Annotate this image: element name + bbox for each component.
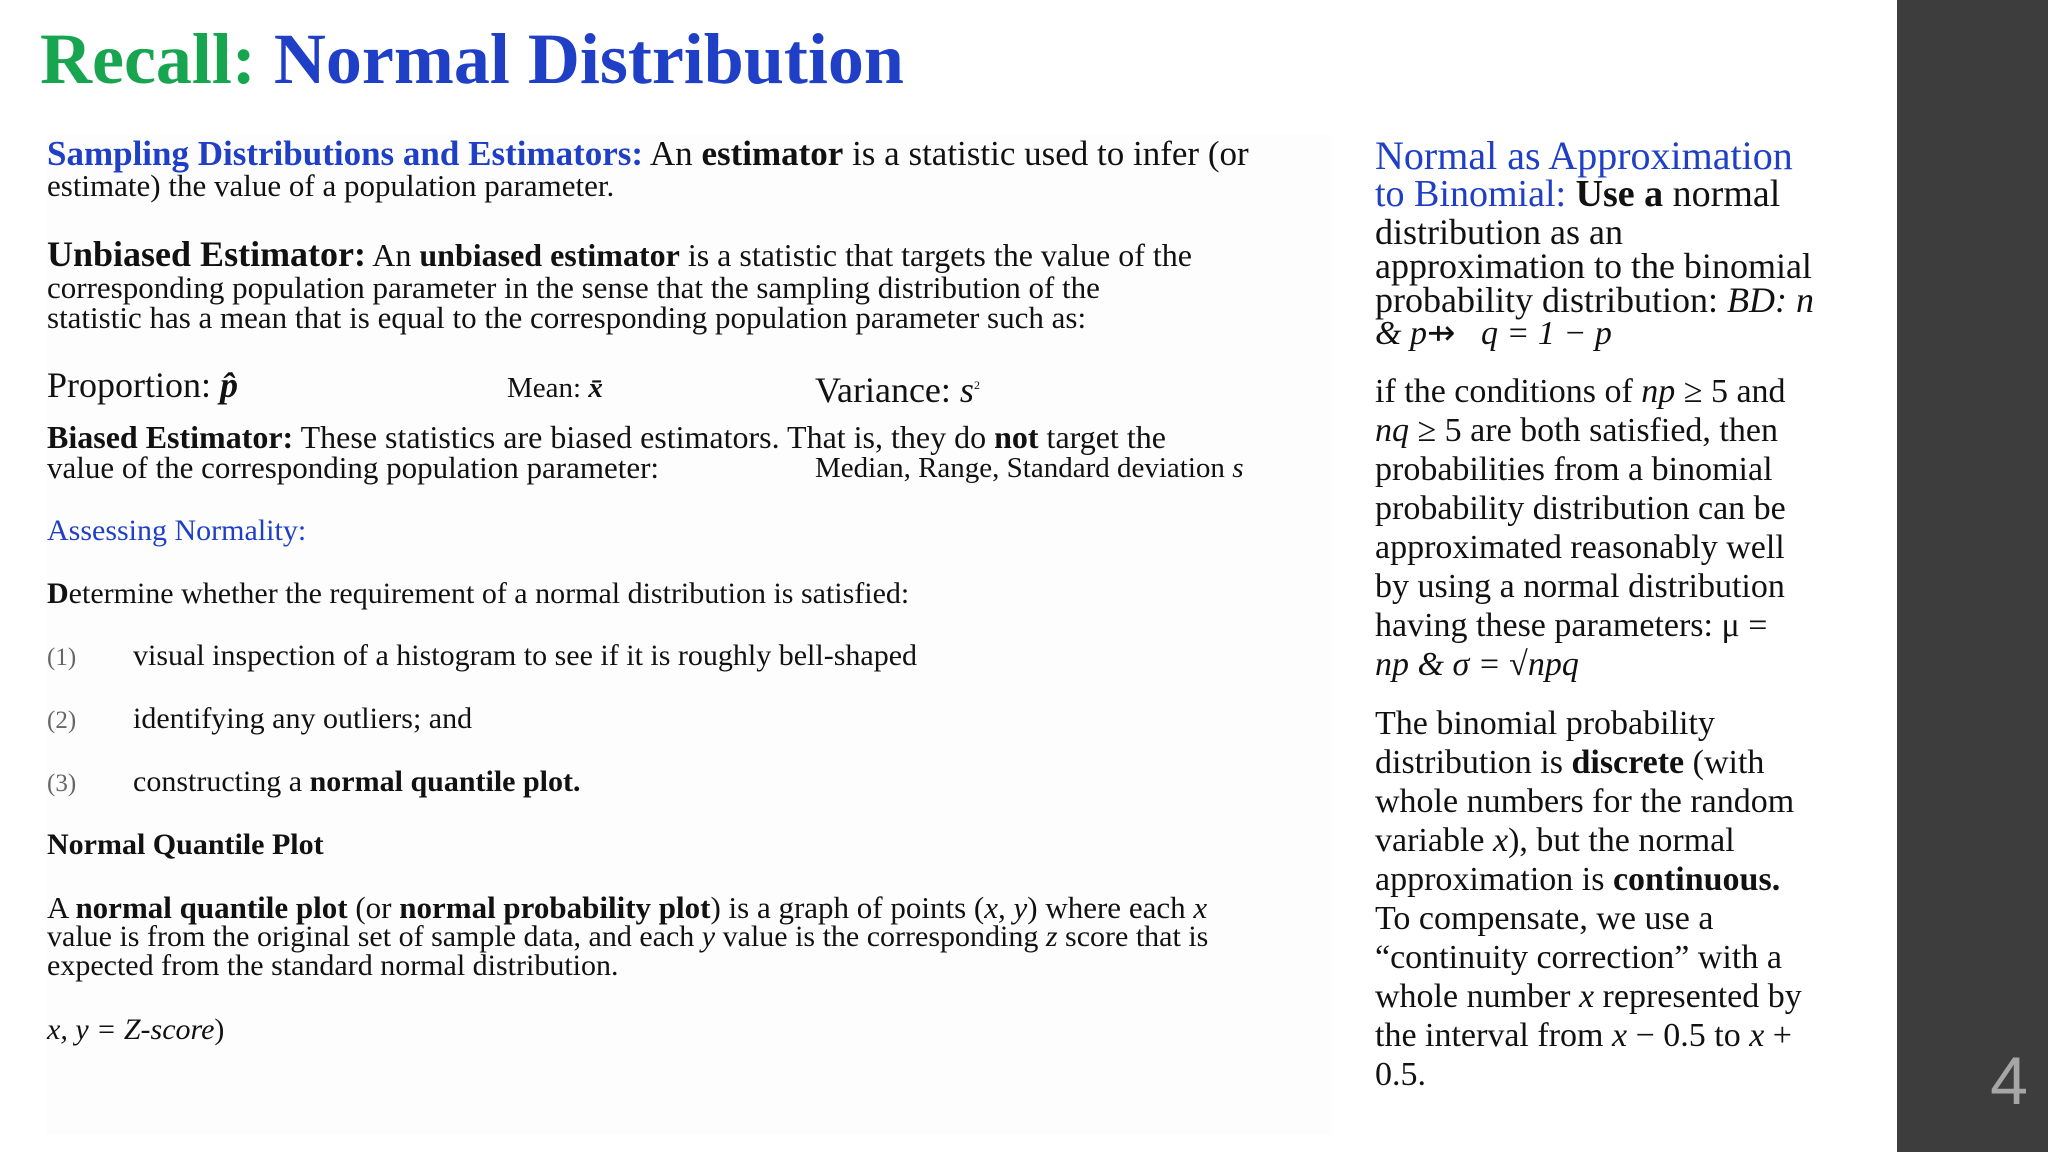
biased-list: Median, Range, Standard deviation s bbox=[815, 452, 1244, 484]
proportion-estimator: Proportion: p̂ bbox=[47, 365, 239, 405]
unbiased-heading: Unbiased Estimator: bbox=[47, 234, 367, 274]
approx-line2: to Binomial: Use a normal bbox=[1375, 173, 1781, 215]
discrete-line10: 0.5. bbox=[1375, 1056, 1426, 1093]
biased-line2: value of the corresponding population parameter: bbox=[47, 450, 660, 485]
nqp-line2: value is from the original set of sample data, and each y value is the corresponding z score that is bbox=[47, 920, 1209, 953]
conditions-line1: if the conditions of np ≥ 5 and bbox=[1375, 373, 1786, 410]
discrete-line1: The binomial probability bbox=[1375, 705, 1715, 742]
approx-line5: probability distribution: BD: n bbox=[1375, 280, 1814, 320]
title-normal-distribution: Normal Distribution bbox=[273, 19, 904, 99]
discrete-line9: the interval from x − 0.5 to x + bbox=[1375, 1017, 1792, 1054]
nqp-line1: A normal quantile plot (or normal probability plot) is a graph of points (x, y) where each x bbox=[47, 890, 1208, 925]
slide-sidebar bbox=[1897, 0, 2048, 1152]
conditions-line7: having these parameters: μ = bbox=[1375, 607, 1768, 644]
approx-line4: approximation to the binomial bbox=[1375, 246, 1812, 286]
discrete-line5: approximation is continuous. bbox=[1375, 861, 1781, 898]
unbiased-paragraph: Unbiased Estimator: An unbiased estimator is a statistic that targets the value of the bbox=[47, 234, 1192, 274]
approx-line6: & p⇸ q = 1 − p bbox=[1375, 315, 1612, 352]
step-2-number: (2) bbox=[47, 707, 77, 734]
approx-heading-line1: Normal as Approximation bbox=[1375, 133, 1793, 178]
variance-estimator: Variance: $s^2$ bbox=[815, 370, 980, 410]
discrete-line7: “continuity correction” with a bbox=[1375, 939, 1782, 976]
mean-estimator: Mean: x̄ bbox=[507, 372, 603, 404]
step-1-number: (1) bbox=[47, 644, 77, 671]
conditions-line4: probability distribution can be bbox=[1375, 490, 1786, 527]
conditions-line5: approximated reasonably well bbox=[1375, 529, 1785, 566]
discrete-line6: To compensate, we use a bbox=[1375, 900, 1714, 937]
biased-paragraph: Biased Estimator: These statistics are biased estimators. That is, they do not target the bbox=[47, 419, 1166, 455]
step-1-text: visual inspection of a histogram to see if it is roughly bell-shaped bbox=[133, 639, 918, 672]
step-2-text: identifying any outliers; and bbox=[133, 702, 473, 735]
sampling-line2: estimate) the value of a population parameter. bbox=[47, 168, 615, 203]
sampling-heading: Sampling Distributions and Estimators: bbox=[47, 134, 644, 173]
step-3-number: (3) bbox=[47, 770, 77, 797]
conditions-line3: probabilities from a binomial bbox=[1375, 451, 1773, 488]
nqp-formula: x, y = Z-score) bbox=[47, 1013, 225, 1046]
nqp-line3: expected from the standard normal distribution. bbox=[47, 949, 619, 982]
approx-line3: distribution as an bbox=[1375, 212, 1623, 252]
unbiased-line3: statistic has a mean that is equal to the corresponding population parameter such as: bbox=[47, 300, 1087, 335]
unbiased-line2: corresponding population parameter in the sense that the sampling distribution of the bbox=[47, 270, 1100, 305]
discrete-line8: whole number x represented by bbox=[1375, 978, 1802, 1015]
determine-text: Determine whether the requirement of a normal distribution is satisfied: bbox=[47, 577, 910, 610]
discrete-line4: variable x), but the normal bbox=[1375, 822, 1735, 859]
biased-heading: Biased Estimator: bbox=[47, 419, 294, 455]
assessing-heading: Assessing Normality: bbox=[47, 514, 307, 547]
nqp-heading: Normal Quantile Plot bbox=[47, 828, 324, 861]
conditions-line6: by using a normal distribution bbox=[1375, 568, 1785, 605]
discrete-line2: distribution is discrete (with bbox=[1375, 744, 1765, 781]
conditions-line8: np & σ = √npq bbox=[1375, 646, 1579, 683]
conditions-line2: nq ≥ 5 are both satisfied, then bbox=[1375, 412, 1778, 449]
title-recall: Recall: bbox=[40, 19, 256, 99]
step-3-text: constructing a normal quantile plot. bbox=[133, 765, 581, 798]
sampling-paragraph: Sampling Distributions and Estimators: An estimator is a statistic used to infer (or bbox=[47, 134, 1249, 173]
slide-title bbox=[40, 14, 904, 104]
discrete-line3: whole numbers for the random bbox=[1375, 783, 1795, 820]
page-number: 4 bbox=[1990, 1043, 2028, 1119]
